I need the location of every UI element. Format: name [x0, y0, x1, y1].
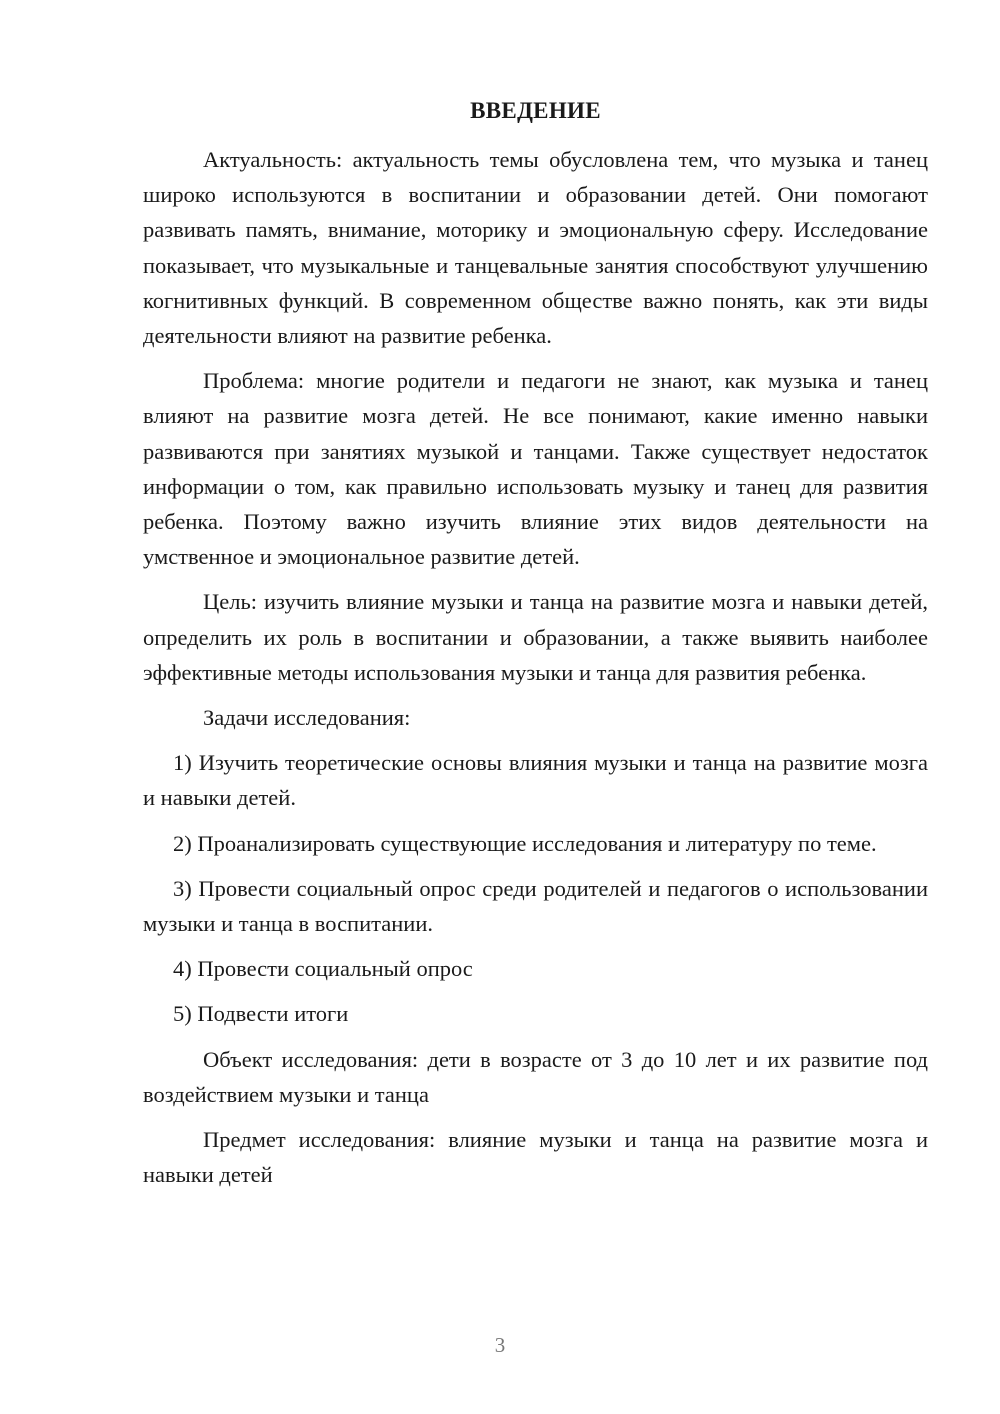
task-item-2: 2) Проанализировать существующие исследования и литературу по теме.	[173, 830, 877, 856]
document-body	[143, 142, 928, 1202]
subject-paragraph: Предмет исследования: влияние музыки и танца на развитие мозга и навыки детей	[143, 1127, 928, 1188]
task-item-5: 5) Подвести итоги	[173, 1001, 349, 1027]
task-item-3: 3) Провести социальный опрос среди родителей и педагогов о использовании музыки и танца в воспитании.	[143, 875, 928, 937]
goal-paragraph: Цель: изучить влияние музыки и танца на развитие мозга и навыки детей, определить их роль в воспитании и образовании, а также выявить наиболее эффективные методы использования музыки и танца для развития ребенка.	[143, 589, 928, 685]
page-number: 3	[494, 1333, 506, 1357]
relevance-paragraph: Актуальность: актуальность темы обусловлена тем, что музыка и танец широко используются в воспитании и образовании детей. Они помогают развивать память, внимание, моторику и эмоциональную сферу. Исследование показывает, что музыкальные и танцевальные занятия способствуют улучшению когнитивных функций. В современном обществе важно понять, как эти виды деятельности влияют на развитие ребенка.	[143, 147, 928, 349]
tasks-heading: Задачи исследования:	[203, 705, 411, 731]
page-title: ВВЕДЕНИЕ	[470, 98, 601, 123]
task-item-4: 4) Провести социальный опрос	[173, 956, 473, 982]
task-item-1: 1) Изучить теоретические основы влияния музыки и танца на развитие мозга и навыки детей.	[143, 750, 928, 811]
problem-paragraph: Проблема: многие родители и педагоги не знают, как музыка и танец влияют на развитие мозга детей. Не все понимают, какие именно навыки развиваются при занятиях музыкой и танцами. Также существует недостаток информации о том, как правильно использовать музыку и танец для развития ребенка. Поэтому важно изучить влияние этих видов деятельности на умственное и эмоциональное развитие детей.	[143, 368, 928, 570]
object-paragraph: Объект исследования: дети в возрасте от 3 до 10 лет и их развитие под воздействием музыки и танца	[143, 1046, 928, 1107]
